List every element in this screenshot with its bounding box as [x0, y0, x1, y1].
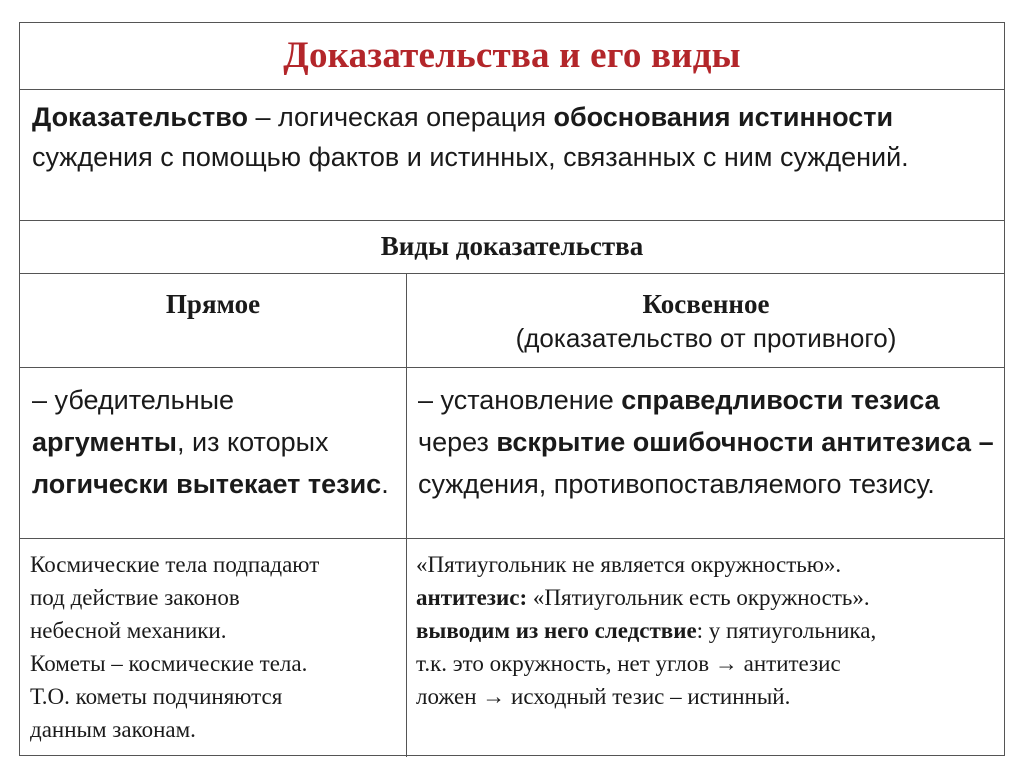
definition-part: – логическая операция	[247, 102, 554, 132]
direct-description	[20, 367, 406, 538]
kinds-title: Виды доказательства	[380, 231, 644, 261]
example-line: Кометы – космические тела.	[30, 651, 308, 676]
example-bold: антитезис:	[416, 585, 528, 610]
definition-bold: истинности	[738, 102, 894, 132]
example-line: Т.О. кометы подчиняются	[30, 684, 283, 709]
example-line: «Пятиугольник не является окружностью».	[416, 552, 842, 577]
definition-text	[32, 97, 992, 177]
indirect-header	[406, 273, 1006, 367]
indirect-subtitle: (доказательство от противного)	[515, 323, 897, 353]
example-line	[416, 614, 994, 647]
example-line: данным законам.	[30, 717, 196, 742]
desc-bold: логически вытекает тезис	[32, 469, 382, 499]
direct-name: Прямое	[165, 289, 261, 319]
desc-part: – установление	[418, 385, 622, 415]
column-divider	[406, 273, 407, 757]
direct-header	[20, 273, 406, 367]
desc-part: , из которых	[177, 427, 329, 457]
title-row	[20, 23, 1004, 89]
indirect-description	[406, 367, 1006, 538]
kinds-row	[20, 220, 1004, 273]
example-line: небесной механики.	[30, 618, 227, 643]
direct-example	[20, 538, 406, 757]
example-line: под действие законов	[30, 585, 240, 610]
example-bold: выводим из него следствие	[416, 618, 697, 643]
desc-part: через	[418, 427, 497, 457]
desc-bold: справедливости тезиса	[621, 385, 940, 415]
example-line: т.к. это окружность, нет углов → антитезис	[416, 651, 841, 676]
desc-part: суждения, противопоставляемого тезису.	[418, 469, 935, 499]
example-part: : у пятиугольника,	[696, 618, 877, 643]
example-line: Космические тела подпадают	[30, 552, 320, 577]
definition-part: суждения с помощью фактов и истинных, связанных с ним суждений.	[32, 142, 909, 172]
indirect-example	[406, 538, 1006, 757]
content-table	[19, 22, 1005, 756]
example-part: «Пятиугольник есть окружность».	[527, 585, 870, 610]
example-line: ложен → исходный тезис – истинный.	[416, 684, 791, 709]
definition-term: Доказательство	[32, 102, 248, 132]
indirect-name: Косвенное	[642, 289, 770, 319]
definition-bold: обоснования	[553, 102, 731, 132]
page-title: Доказательства и его виды	[283, 35, 741, 76]
desc-bold: вскрытие ошибочности антитезиса –	[496, 427, 994, 457]
desc-part: – убедительные	[32, 385, 235, 415]
definition-row	[20, 89, 1004, 220]
desc-bold: аргументы	[32, 427, 177, 457]
example-line	[416, 581, 994, 614]
desc-part: .	[381, 469, 389, 499]
